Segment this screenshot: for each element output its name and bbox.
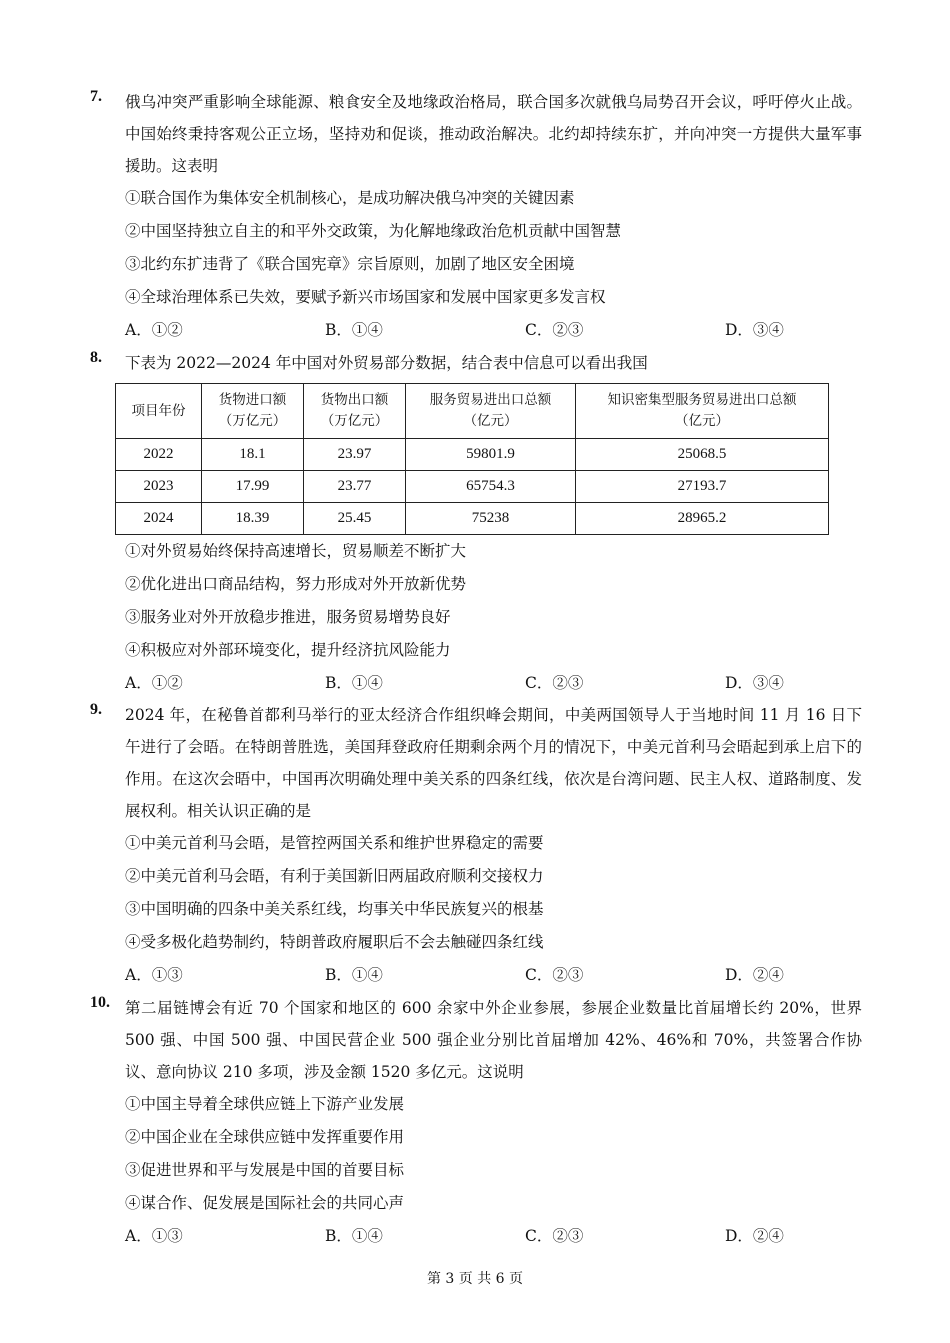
statement-2: ②中国坚持独立自主的和平外交政策，为化解地缘政治危机贡献中国智慧 bbox=[125, 222, 622, 240]
answer-options bbox=[125, 314, 862, 346]
question-stem: 第二届链博会有近 70 个国家和地区的 600 余家中外企业参展，参展企业数量比首届增长约 20%，世界 500 强、中国 500 强、中国民营企业 500 强企业分别比首届增加 42%、46%和 70%，共签署合作协议、意向协议 210 多项，涉及金额 1520 多亿元。这说明 bbox=[125, 999, 862, 1081]
table-cell: 28965.2 bbox=[576, 503, 829, 535]
table-cell: 23.97 bbox=[304, 439, 406, 471]
table-row bbox=[116, 471, 829, 503]
answer-options bbox=[125, 1220, 862, 1252]
table-cell: 2022 bbox=[116, 439, 202, 471]
option-b[interactable]: B．①④ bbox=[325, 966, 383, 984]
statement-4: ④受多极化趋势制约，特朗普政府履职后不会去触碰四条红线 bbox=[125, 933, 544, 951]
option-c[interactable]: C．②③ bbox=[525, 1227, 584, 1245]
question-stem: 下表为 2022—2024 年中国对外贸易部分数据，结合表中信息可以看出我国 bbox=[125, 354, 648, 372]
question-number: 9. bbox=[90, 701, 102, 718]
question-number: 7. bbox=[90, 88, 102, 105]
option-d[interactable]: D．②④ bbox=[725, 1227, 784, 1245]
trade-data-table bbox=[115, 383, 829, 535]
statement-2: ②中美元首利马会晤，有利于美国新旧两届政府顺利交接权力 bbox=[125, 867, 544, 885]
statement-3: ③北约东扩违背了《联合国宪章》宗旨原则，加剧了地区安全困境 bbox=[125, 255, 575, 273]
statement-1: ①对外贸易始终保持高速增长，贸易顺差不断扩大 bbox=[125, 542, 467, 560]
option-d[interactable]: D．②④ bbox=[725, 966, 784, 984]
table-row bbox=[116, 439, 829, 471]
option-a[interactable]: A．①② bbox=[125, 674, 183, 692]
question-stem: 俄乌冲突严重影响全球能源、粮食安全及地缘政治格局，联合国多次就俄乌局势召开会议，呼吁停火止战。中国始终秉持客观公正立场，坚持劝和促谈，推动政治解决。北约却持续东扩，并向冲突一方提供大量军事援助。这表明 bbox=[125, 93, 862, 175]
table-cell: 2024 bbox=[116, 503, 202, 535]
option-c[interactable]: C．②③ bbox=[525, 321, 584, 339]
question-number: 10. bbox=[90, 994, 110, 1011]
page-footer: 第 3 页 共 6 页 bbox=[426, 1271, 524, 1287]
option-a[interactable]: A．①③ bbox=[125, 966, 183, 984]
table-cell: 23.77 bbox=[304, 471, 406, 503]
statement-3: ③中国明确的四条中美关系红线，均事关中华民族复兴的根基 bbox=[125, 900, 544, 918]
question-stem: 2024 年，在秘鲁首都利马举行的亚太经济合作组织峰会期间，中美两国领导人于当地时间 11 月 16 日下午进行了会晤。在特朗普胜选，美国拜登政府任期剩余两个月的情况下，中美元首利马会晤起到承上启下的作用。在这次会晤中，中国再次明确处理中美关系的四条红线，依次是台湾问题、民主人权、道路制度、发展权利。相关认识正确的是 bbox=[125, 706, 862, 820]
table-cell: 18.39 bbox=[202, 503, 304, 535]
statement-1: ①中国主导着全球供应链上下游产业发展 bbox=[125, 1095, 405, 1113]
statement-4: ④谋合作、促发展是国际社会的共同心声 bbox=[125, 1194, 405, 1212]
table-header: 项目年份 bbox=[116, 384, 202, 439]
table-header: 服务贸易进出口总额 （亿元） bbox=[406, 384, 576, 439]
option-c[interactable]: C．②③ bbox=[525, 966, 584, 984]
question-9 bbox=[90, 699, 862, 991]
question-8 bbox=[90, 347, 862, 699]
table-cell: 65754.3 bbox=[406, 471, 576, 503]
table-cell: 2023 bbox=[116, 471, 202, 503]
statement-3: ③促进世界和平与发展是中国的首要目标 bbox=[125, 1161, 405, 1179]
statement-4: ④全球治理体系已失效，要赋予新兴市场国家和发展中国家更多发言权 bbox=[125, 288, 606, 306]
statement-1: ①联合国作为集体安全机制核心，是成功解决俄乌冲突的关键因素 bbox=[125, 189, 575, 207]
option-c[interactable]: C．②③ bbox=[525, 674, 584, 692]
statement-2: ②中国企业在全球供应链中发挥重要作用 bbox=[125, 1128, 405, 1146]
option-d[interactable]: D．③④ bbox=[725, 674, 784, 692]
table-header-row bbox=[116, 384, 829, 439]
statement-3: ③服务业对外开放稳步推进，服务贸易增势良好 bbox=[125, 608, 451, 626]
statement-4: ④积极应对外部环境变化，提升经济抗风险能力 bbox=[125, 641, 451, 659]
table-cell: 27193.7 bbox=[576, 471, 829, 503]
table-row bbox=[116, 503, 829, 535]
question-number: 8. bbox=[90, 349, 102, 366]
option-a[interactable]: A．①② bbox=[125, 321, 183, 339]
table-header: 知识密集型服务贸易进出口总额 （亿元） bbox=[576, 384, 829, 439]
table-cell: 25068.5 bbox=[576, 439, 829, 471]
table-cell: 59801.9 bbox=[406, 439, 576, 471]
option-a[interactable]: A．①③ bbox=[125, 1227, 183, 1245]
question-7 bbox=[90, 86, 862, 346]
table-cell: 17.99 bbox=[202, 471, 304, 503]
option-b[interactable]: B．①④ bbox=[325, 674, 383, 692]
table-header: 货物出口额 （万亿元） bbox=[304, 384, 406, 439]
statement-1: ①中美元首利马会晤，是管控两国关系和维护世界稳定的需要 bbox=[125, 834, 544, 852]
answer-options bbox=[125, 959, 862, 991]
table-cell: 75238 bbox=[406, 503, 576, 535]
table-header: 货物进口额 （万亿元） bbox=[202, 384, 304, 439]
answer-options bbox=[125, 667, 862, 699]
option-d[interactable]: D．③④ bbox=[725, 321, 784, 339]
question-10 bbox=[90, 992, 862, 1252]
option-b[interactable]: B．①④ bbox=[325, 1227, 383, 1245]
table-cell: 18.1 bbox=[202, 439, 304, 471]
table-cell: 25.45 bbox=[304, 503, 406, 535]
statement-2: ②优化进出口商品结构，努力形成对外开放新优势 bbox=[125, 575, 467, 593]
option-b[interactable]: B．①④ bbox=[325, 321, 383, 339]
